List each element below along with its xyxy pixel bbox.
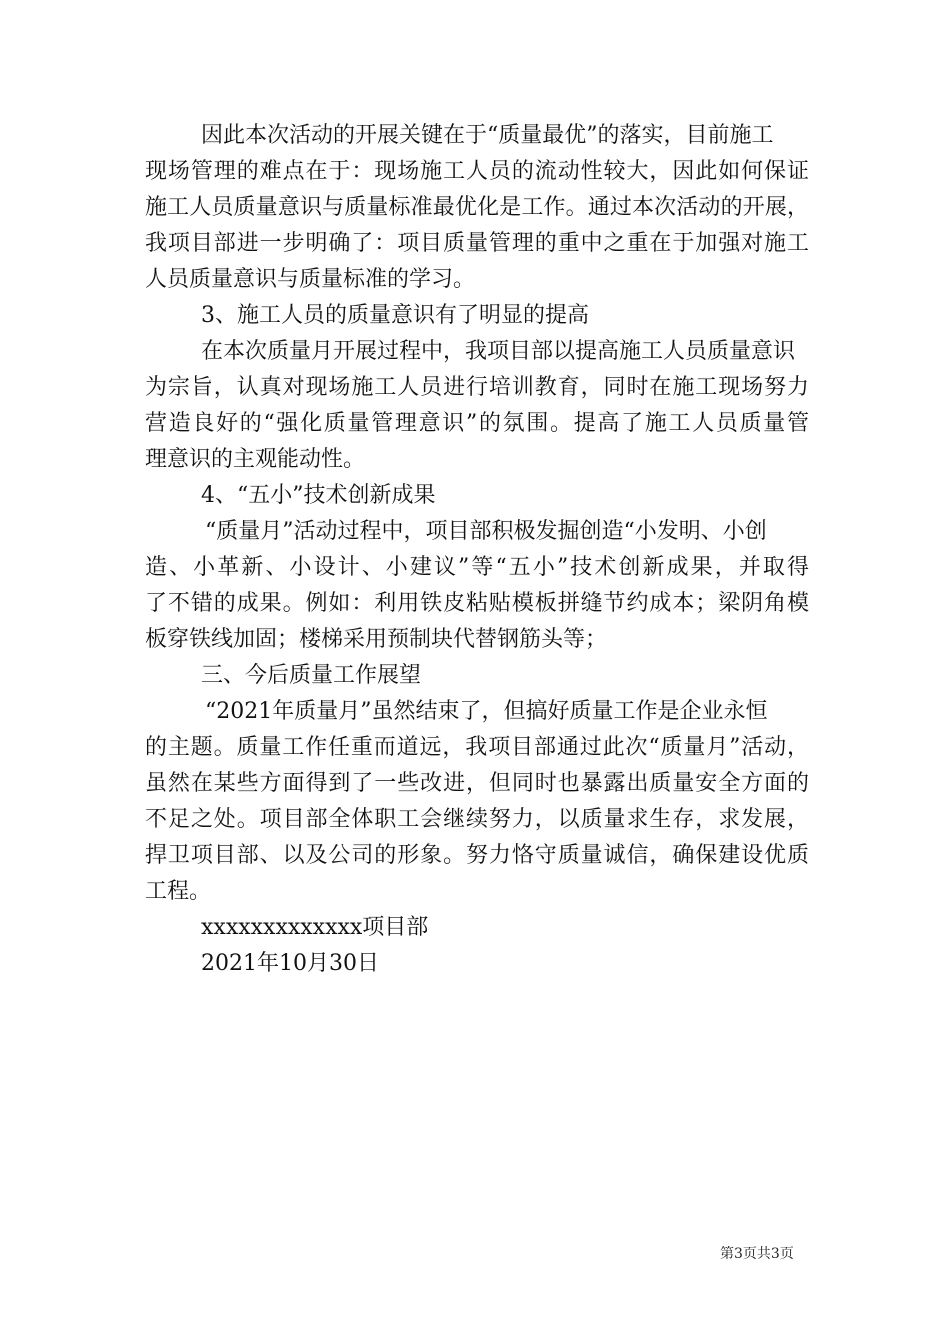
signature-department: xxxxxxxxxxxxx项目部 bbox=[201, 915, 429, 940]
paragraph-line: 人员质量意识与质量标准的学习。 bbox=[145, 267, 476, 292]
paragraph-line: 了不错的成果。例如：利用铁皮粘贴模板拼缝节约成本；梁阴角模 bbox=[145, 591, 809, 616]
paragraph-line: 虽然在某些方面得到了一些改进，但同时也暴露出质量安全方面的 bbox=[145, 771, 809, 796]
page-number: 第3页共3页 bbox=[720, 1246, 794, 1262]
paragraph-line: 的主题。质量工作任重而道远，我项目部通过此次“质量月”活动， bbox=[145, 735, 809, 760]
paragraph-line: 工程。 bbox=[145, 879, 212, 904]
paragraph-line: 现场管理的难点在于：现场施工人员的流动性较大，因此如何保证 bbox=[145, 159, 809, 184]
paragraph-line: 板穿铁线加固；楼梯采用预制块代替钢筋头等； bbox=[145, 627, 608, 652]
paragraph-line: 不足之处。项目部全体职工会继续努力，以质量求生存，求发展， bbox=[145, 807, 809, 832]
section-heading: 4、“五小”技术创新成果 bbox=[201, 483, 436, 508]
paragraph-line: 捍卫项目部、以及公司的形象。努力恪守质量诚信，确保建设优质 bbox=[145, 843, 809, 868]
section-heading: 3、施工人员的质量意识有了明显的提高 bbox=[201, 303, 589, 328]
paragraph-line: 营造良好的“强化质量管理意识”的氛围。提高了施工人员质量管 bbox=[145, 411, 809, 436]
signature-date: 2021年10月30日 bbox=[201, 951, 379, 976]
document-body bbox=[145, 118, 809, 982]
paragraph-line: 造、小革新、小设计、小建议”等“五小”技术创新成果，并取得 bbox=[145, 555, 809, 580]
paragraph-line: “2021年质量月”虽然结束了，但搞好质量工作是企业永恒 bbox=[205, 699, 768, 724]
paragraph-line: 我项目部进一步明确了：项目质量管理的重中之重在于加强对施工 bbox=[145, 231, 809, 256]
paragraph-line: 为宗旨，认真对现场施工人员进行培训教育，同时在施工现场努力 bbox=[145, 375, 809, 400]
section-heading: 三、今后质量工作展望 bbox=[201, 663, 422, 688]
paragraph-line: 理意识的主观能动性。 bbox=[145, 447, 366, 472]
paragraph-line: 在本次质量月开展过程中，我项目部以提高施工人员质量意识 bbox=[201, 339, 796, 364]
paragraph-line: 施工人员质量意识与质量标准最优化是工作。通过本次活动的开展， bbox=[145, 195, 809, 220]
paragraph-line: 因此本次活动的开展关键在于“质量最优”的落实，目前施工 bbox=[201, 123, 774, 148]
paragraph-line: “质量月”活动过程中，项目部积极发掘创造“小发明、小创 bbox=[205, 519, 767, 544]
